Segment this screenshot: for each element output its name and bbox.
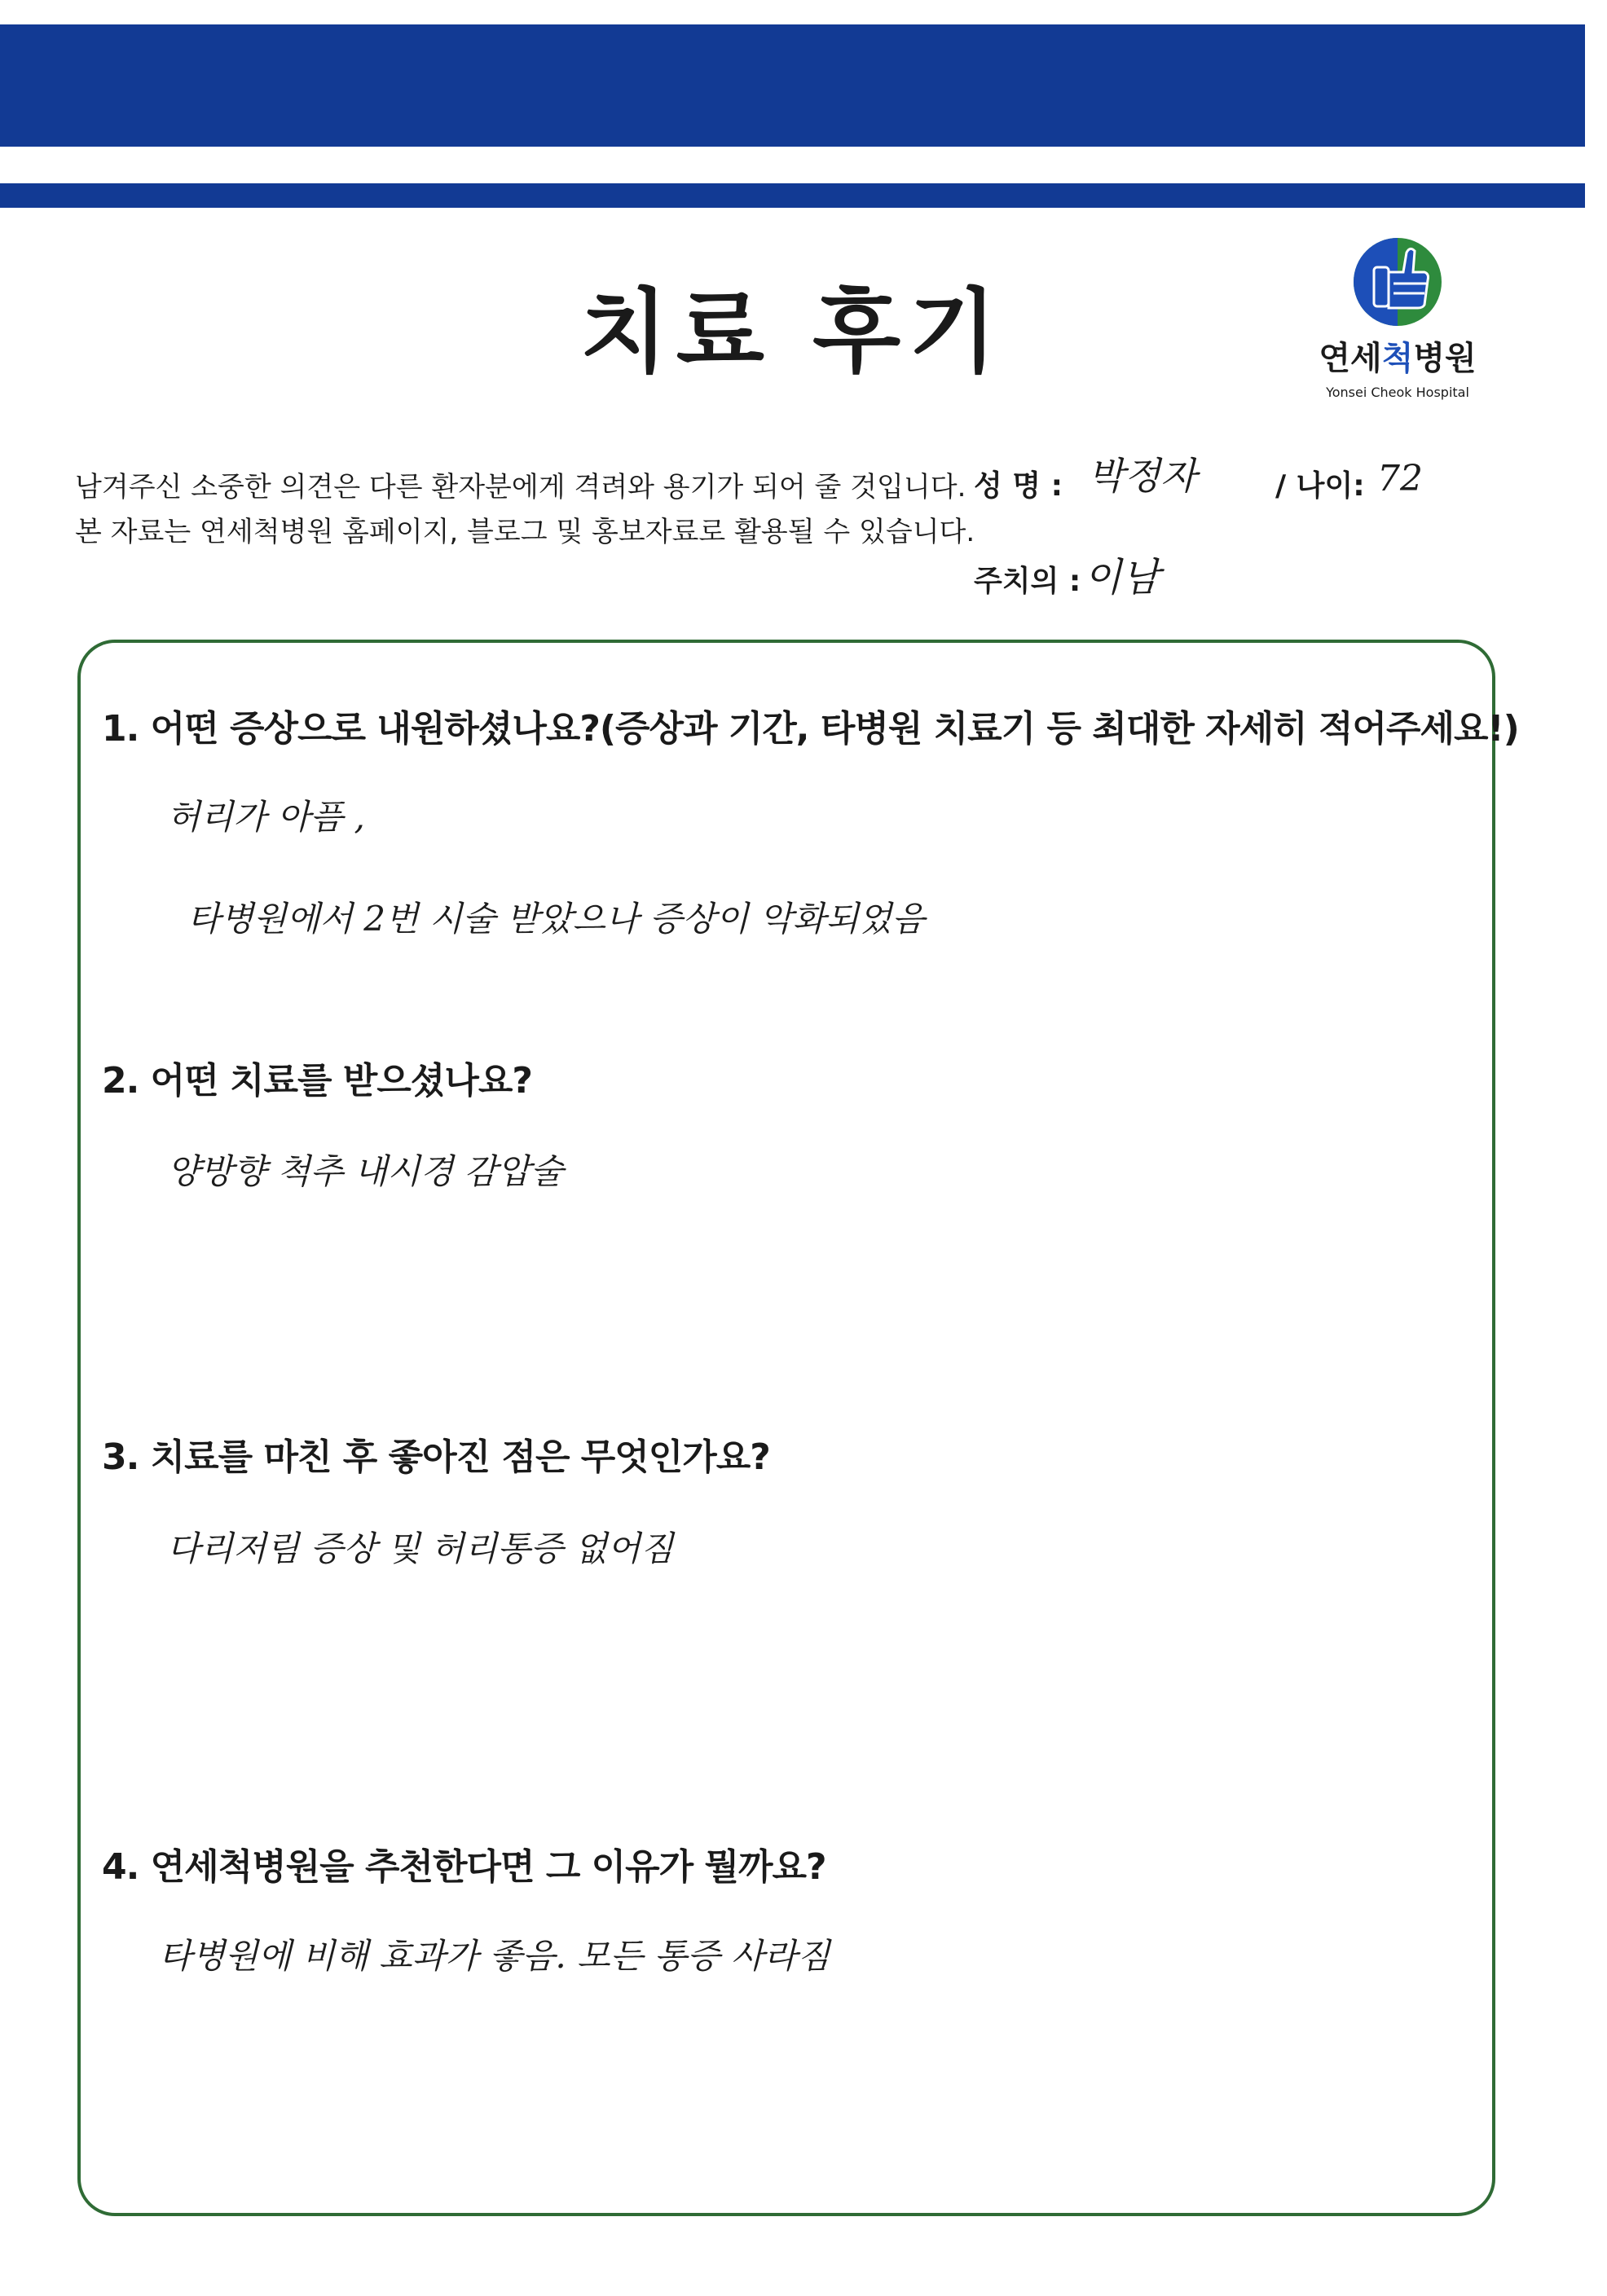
hospital-logo: [1304, 236, 1491, 407]
intro-line-1: 남겨주신 소중한 의견은 다른 환자분에게 격려와 용기가 되어 줄 것입니다.: [75, 471, 966, 504]
question-3-answer-1: 다리저림 증상 및 허리통증 없어짐: [167, 1528, 674, 1568]
question-3-label: 3. 치료를 마친 후 좋아진 점은 무엇인가요?: [102, 1436, 770, 1478]
question-1-answer-2: 타병원에서 2번 시술 받았으나 증상이 악화되었음: [187, 899, 925, 939]
logo-subtitle: Yonsei Cheok Hospital: [1326, 385, 1469, 400]
header-band: [0, 24, 1585, 147]
thumbs-up-icon: [1346, 236, 1449, 328]
question-2-label: 2. 어떤 치료를 받으셨나요?: [102, 1060, 532, 1102]
logo-name-suffix: 병원: [1413, 340, 1477, 377]
doctor-label: 주치의 :: [974, 565, 1081, 598]
intro-line-2: 본 자료는 연세척병원 홈페이지, 블로그 및 홍보자료로 활용될 수 있습니다.: [75, 516, 975, 548]
question-4-answer-1: 타병원에 비해 효과가 좋음. 모든 통증 사라짐: [159, 1936, 830, 1976]
question-2-answer-1: 양방향 척추 내시경 감압술: [167, 1151, 564, 1191]
logo-wordmark: [1304, 332, 1491, 379]
question-1-label: 1. 어떤 증상으로 내원하셨나요?(증상과 기간, 타병원 치료기 등 최대한 자세히 적어주세요!): [102, 708, 1519, 750]
name-label: 성 명 :: [974, 469, 1063, 503]
question-4-label: 4. 연세척병원을 추천한다면 그 이유가 뭘까요?: [102, 1846, 826, 1888]
age-label: / 나이:: [1275, 469, 1365, 503]
age-value: 72: [1377, 458, 1423, 499]
logo-name-accent: 척: [1381, 340, 1414, 377]
name-value: 박정자: [1088, 454, 1197, 498]
logo-name-prefix: 연세: [1319, 340, 1382, 377]
question-1-answer-1: 허리가 아픔 ,: [167, 797, 365, 837]
header-rule: [0, 183, 1585, 208]
doctor-value: 이남: [1084, 555, 1160, 600]
page-title: 치료 후기: [579, 279, 1006, 385]
